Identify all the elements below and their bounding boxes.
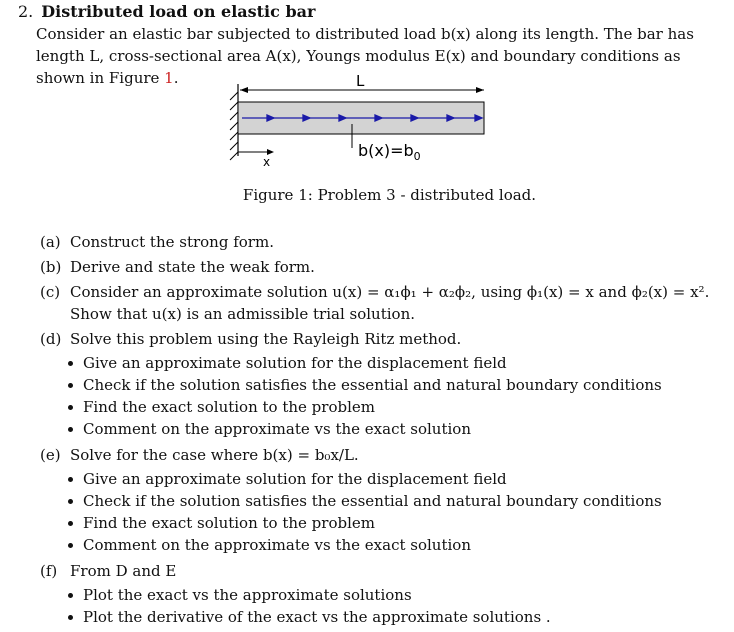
question-label: (d) (40, 330, 62, 348)
question-b (40, 256, 730, 278)
question-text: Consider an approximate solution u(x) = α₁ϕ₁ + α₂ϕ₂, using ϕ₁(x) = x and ϕ₂(x) = x². Show that u(x) is an admissible trial solution. (70, 283, 710, 323)
bullet-item: Find the exact solution to the problem (68, 512, 730, 534)
question-label: (c) (40, 283, 61, 301)
bullet-item: Plot the exact vs the approximate solutions (68, 584, 730, 606)
question-text: From D and E (70, 562, 177, 580)
length-arrow-right (476, 87, 484, 93)
intro-end: . (173, 69, 179, 87)
wall-hatching (230, 92, 238, 160)
question-e-bullets (40, 468, 730, 556)
figure-caption-text: Figure 1: Problem 3 - distributed load. (242, 186, 537, 204)
question-list (40, 231, 730, 632)
question-label: (f) (40, 562, 58, 580)
bar-figure (218, 70, 508, 170)
question-f-bullets (40, 584, 730, 628)
bullet-item: Comment on the approximate vs the exact solution (68, 534, 730, 556)
load-label-subscript: 0 (413, 150, 421, 163)
question-text: Derive and state the weak form. (70, 258, 315, 276)
question-d (40, 328, 730, 350)
x-axis-label: x (263, 155, 271, 169)
question-c (40, 281, 730, 325)
question-text: Solve for the case where b(x) = b₀x/L. (70, 446, 359, 464)
question-text: Solve this problem using the Rayleigh Ritz method. (70, 330, 462, 348)
bullet-item: Check if the solution satisfies the essential and natural boundary conditions (68, 374, 730, 396)
problem-heading (18, 2, 315, 21)
question-f (40, 560, 730, 582)
question-a (40, 231, 730, 253)
bullet-item: Give an approximate solution for the displacement field (68, 468, 730, 490)
question-e (40, 444, 730, 466)
figure-reference-link[interactable]: 1 (164, 69, 174, 87)
bullet-item: Plot the derivative of the exact vs the approximate solutions . (68, 606, 730, 628)
problem-title: Distributed load on elastic bar (41, 2, 316, 21)
bullet-item: Find the exact solution to the problem (68, 396, 730, 418)
question-label: (e) (40, 446, 61, 464)
figure-caption (0, 186, 734, 204)
bullet-item: Check if the solution satisfies the essential and natural boundary conditions (68, 490, 730, 512)
question-text: Construct the strong form. (70, 233, 274, 251)
question-label: (b) (40, 258, 62, 276)
length-label: L (356, 72, 365, 90)
bullet-item: Give an approximate solution for the displacement field (68, 352, 730, 374)
load-label: $b(x)=b_0$ (358, 141, 421, 163)
question-label: (a) (40, 233, 61, 251)
question-d-bullets (40, 352, 730, 440)
bullet-item: Comment on the approximate vs the exact solution (68, 418, 730, 440)
intro-text: Consider an elastic bar subjected to distributed load b(x) along its length. The bar has length L, cross-sectional area A(x), Youngs modulus E(x) and boundary conditions as shown in Figure (36, 25, 694, 87)
problem-number: 2. (18, 2, 34, 21)
length-arrow-left (240, 87, 248, 93)
